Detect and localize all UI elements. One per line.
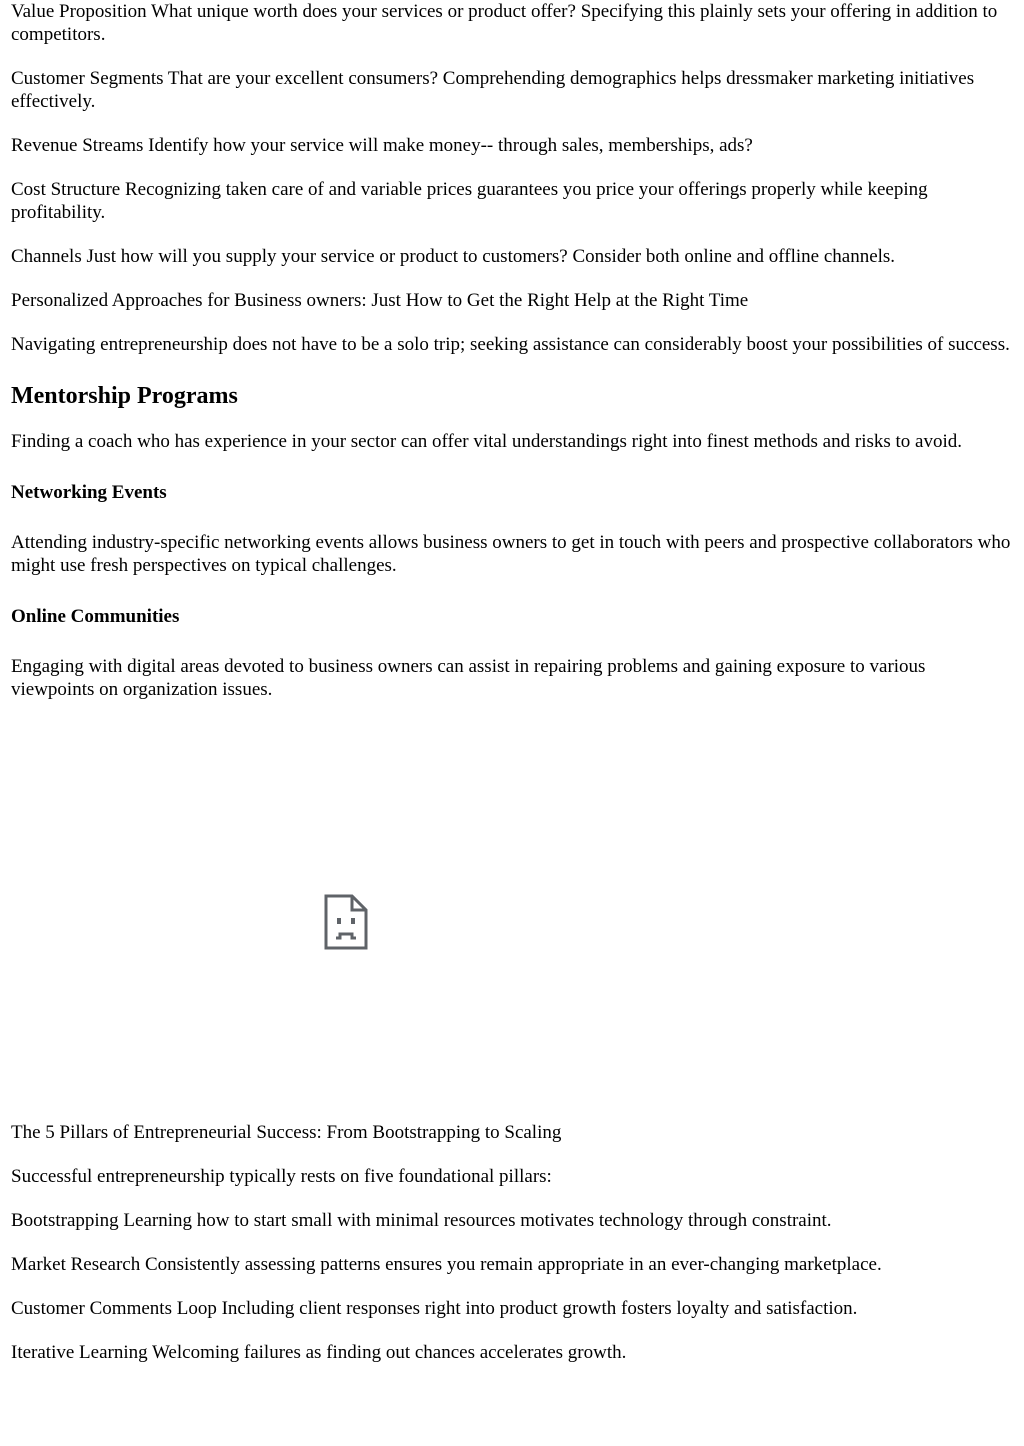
heading-mentorship-programs: Mentorship Programs [11,383,238,409]
embedded-frame [11,701,1011,1121]
paragraph-channels: Channels Just how will you supply your service or product to customers? Consider both online and offline channels. [11,246,896,267]
paragraph-networking: Attending industry-specific networking events allows business owners to get in touch with peers and prospective collaborators who might use fresh perspectives on typical challenges. [11,532,1011,576]
paragraph-mentorship: Finding a coach who has experience in your sector can offer vital understandings right into finest methods and risks to avoid. [11,431,963,452]
paragraph-personalized-approaches: Personalized Approaches for Business owners: Just How to Get the Right Help at the Right Time [11,290,749,311]
paragraph-customer-segments: Customer Segments That are your excellent consumers? Comprehending demographics helps dressmaker marketing initiatives effectively. [11,68,975,112]
paragraph-five-pillars-title: The 5 Pillars of Entrepreneurial Success: From Bootstrapping to Scaling [11,1122,562,1143]
paragraph-market-research: Market Research Consistently assessing patterns ensures you remain appropriate in an ever-changing marketplace. [11,1254,882,1275]
paragraph-bootstrapping: Bootstrapping Learning how to start small with minimal resources motivates technology through constraint. [11,1210,832,1231]
paragraph-revenue-streams: Revenue Streams Identify how your service will make money-- through sales, memberships, ads? [11,135,753,156]
paragraph-customer-comments-loop: Customer Comments Loop Including client responses right into product growth fosters loyalty and satisfaction. [11,1298,858,1319]
broken-page-icon [324,894,368,950]
paragraph-cost-structure: Cost Structure Recognizing taken care of and variable prices guarantees you price your offerings properly while keeping profitability. [11,179,928,223]
heading-networking-events: Networking Events [11,482,167,503]
paragraph-online-communities: Engaging with digital areas devoted to business owners can assist in repairing problems and gaining exposure to various viewpoints on organization issues. [11,656,926,700]
paragraph-iterative-learning: Iterative Learning Welcoming failures as finding out chances accelerates growth. [11,1342,627,1363]
paragraph-value-proposition: Value Proposition What unique worth does your services or product offer? Specifying this plainly sets your offering in addition to competitors. [11,1,998,45]
paragraph-five-pillars-intro: Successful entrepreneurship typically rests on five foundational pillars: [11,1166,552,1187]
paragraph-navigating-entrepreneurship: Navigating entrepreneurship does not have to be a solo trip; seeking assistance can considerably boost your possibilities of success. [11,334,1010,355]
heading-online-communities: Online Communities [11,606,180,627]
article-body [11,0,1011,1364]
